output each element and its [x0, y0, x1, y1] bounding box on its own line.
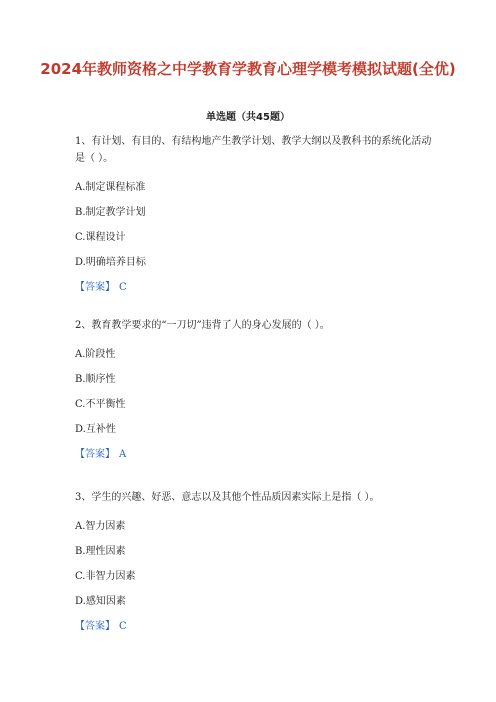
answer-line — [75, 620, 436, 633]
option-d: D.明确培养目标 — [75, 257, 146, 268]
answer-label: 【答案】 — [75, 282, 115, 293]
option-c: C.非智力因素 — [75, 571, 136, 582]
option-a: A.制定课程标准 — [75, 182, 146, 193]
option-c: C.不平衡性 — [75, 399, 126, 410]
question-2 — [75, 317, 436, 461]
document-title: 2024年教师资格之中学教育学教育心理学模考模拟试题(全优) — [40, 60, 456, 78]
option-d: D.互补性 — [75, 424, 116, 435]
option-a: A.智力因素 — [75, 521, 126, 532]
option-d: D.感知因素 — [75, 596, 126, 607]
answer-line — [75, 448, 436, 461]
option-a: A.阶段性 — [75, 349, 116, 360]
answer-value: C — [119, 621, 127, 632]
section-heading: 单选题（共45题） — [206, 112, 290, 123]
option-c: C.课程设计 — [75, 232, 126, 243]
answer-label: 【答案】 — [75, 621, 115, 632]
answer-value: C — [119, 282, 127, 293]
question-stem: 3、学生的兴趣、好恶、意志以及其他个性品质因素实际上是指（ ）。 — [75, 492, 380, 503]
question-stem: 2、教育教学要求的“一刀切”违背了人的身心发展的（ ）。 — [75, 320, 330, 331]
answer-label: 【答案】 — [75, 449, 115, 460]
option-b: B.顺序性 — [75, 374, 116, 385]
question-3 — [75, 489, 436, 633]
answer-line — [75, 281, 436, 294]
option-b: B.制定教学计划 — [75, 207, 146, 218]
answer-value: A — [119, 449, 127, 460]
question-1 — [75, 133, 436, 294]
option-b: B.理性因素 — [75, 546, 126, 557]
question-stem: 1、有计划、有目的、有结构地产生教学计划、教学大纲以及教科书的系统化活动是（ ）。 — [75, 136, 432, 164]
